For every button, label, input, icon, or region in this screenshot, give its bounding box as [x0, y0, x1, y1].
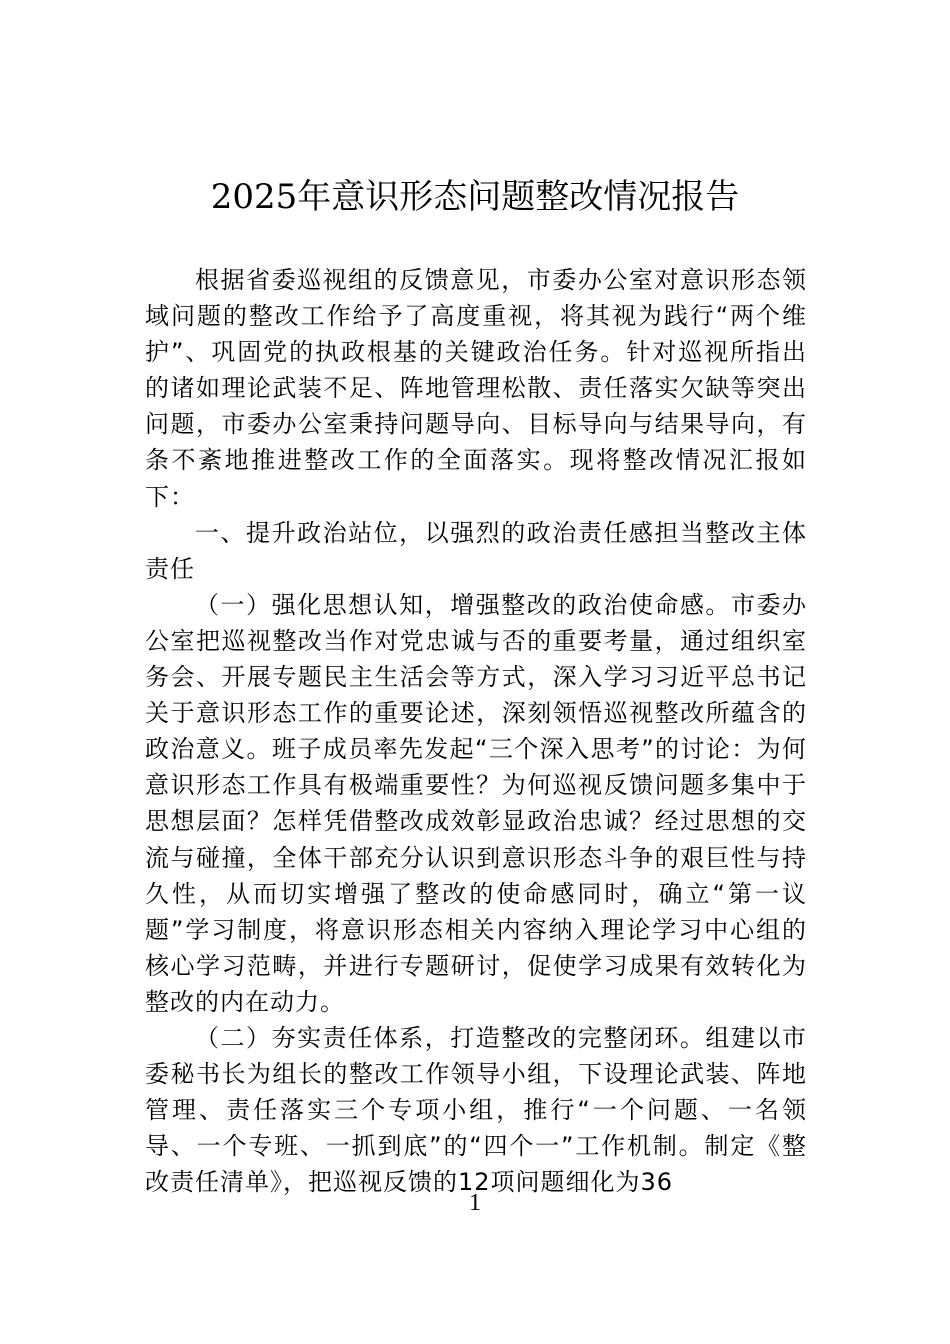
subsection-paragraph-1: （一）强化思想认知，增强整改的政治使命感。市委办公室把巡视整改当作对党忠诚与否的重要考量，通过组织室务会、开展专题民主生活会等方式，深入学习习近平总书记关于意识形态工作的重要论述，深刻领悟巡视整改所蕴含的政治意义。班子成员率先发起“三个深入思考”的讨论：为何意识形态工作具有极端重要性？为何巡视反馈问题多集中于思想层面？怎样凭借整改成效彰显政治忠诚？经过思想的交流与碰撞，全体干部充分认识到意识形态斗争的艰巨性与持久性，从而切实增强了整改的使命感同时，确立“第一议题”学习制度，将意识形态相关内容纳入理论学习中心组的核心学习范畴，并进行专题研讨，促使学习成果有效转化为整改的内在动力。 [145, 590, 807, 1016]
document-title: 2025年意识形态问题整改情况报告 [210, 177, 740, 217]
subsection-paragraph-2: （二）夯实责任体系，打造整改的完整闭环。组建以市委秘书长为组长的整改工作领导小组，下设理论武装、阵地管理、责任落实三个专项小组，推行“一个问题、一名领导、一个专班、一抓到底”的“四个一”工作机制。制定《整改责任清单》，把巡视反馈的12项问题细化为36 [145, 1023, 807, 1197]
intro-paragraph: 根据省委巡视组的反馈意见，市委办公室对意识形态领域问题的整改工作给予了高度重视，将其视为践行“两个维护”、巩固党的执政根基的关键政治任务。针对巡视所指出的诸如理论武装不足、阵地管理松散、责任落实欠缺等突出问题，市委办公室秉持问题导向、目标导向与结果导向，有条不紊地推进整改工作的全面落实。现将整改情况汇报如下： [145, 266, 807, 511]
document-body [145, 262, 807, 1200]
section-heading-1: 一、提升政治站位，以强烈的政治责任感担当整改主体责任 [145, 518, 807, 583]
page-number: 1 [469, 1190, 481, 1216]
